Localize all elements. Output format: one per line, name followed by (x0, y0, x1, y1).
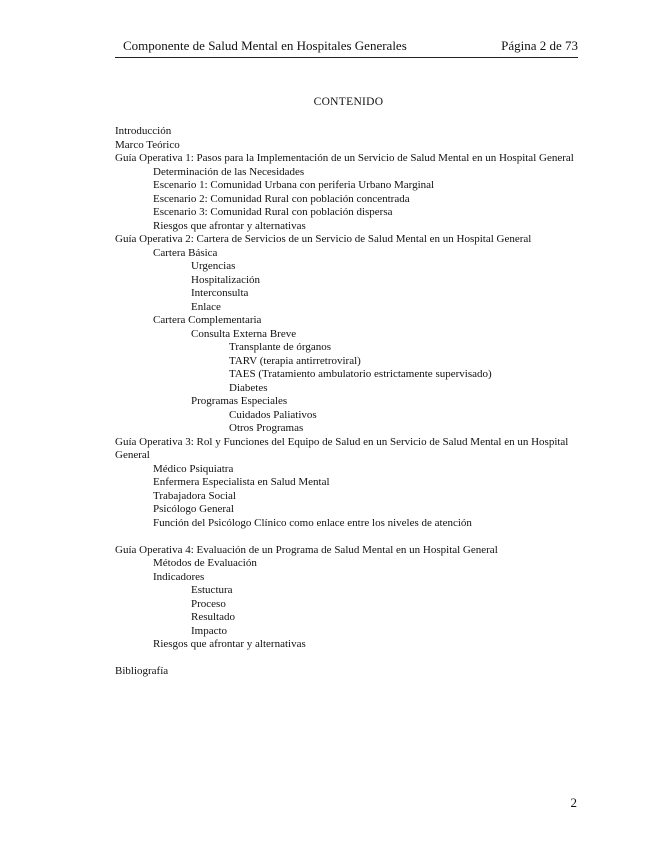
toc-entry: Interconsulta (191, 287, 249, 299)
toc-entry: Determinación de las Necesidades (153, 165, 305, 178)
toc-entry: Estuctura (191, 584, 233, 596)
toc-entry: Guía Operativa 3: Rol y Funciones del Equipo de Salud en un Servicio de Salud Mental en un Hospital General (115, 435, 569, 461)
toc-entry: Trabajadora Social (153, 489, 236, 502)
toc-entry: Otros Programas (229, 422, 304, 434)
toc-entry: Guía Operativa 1: Pasos para la Implementación de un Servicio de Salud Mental en un Hospital General (115, 152, 574, 164)
toc-entry: Enlace (191, 300, 221, 313)
footer-page-number: 2 (570, 795, 577, 810)
document-title: Componente de Salud Mental en Hospitales Generales (123, 38, 407, 53)
toc-entry: Diabetes (229, 381, 268, 394)
toc-heading-text: CONTENIDO (313, 96, 384, 108)
toc-entry: Guía Operativa 4: Evaluación de un Programa de Salud Mental en un Hospital General (115, 543, 498, 556)
toc-entry: Función del Psicólogo Clínico como enlace entre los niveles de atención (153, 516, 472, 529)
toc-entry: TARV (terapia antirretroviral) (229, 354, 361, 367)
toc-entry: Escenario 2: Comunidad Rural con población concentrada (153, 192, 410, 205)
toc-entry: Psicólogo General (153, 503, 234, 515)
toc-entry: Bibliografía (115, 665, 169, 677)
toc-entry: Cartera Complementaria (153, 314, 262, 326)
page-header (115, 37, 578, 58)
toc-entry: Hospitalización (191, 273, 261, 286)
toc-entry: Cuidados Paliativos (229, 408, 317, 421)
table-of-contents (115, 125, 577, 679)
toc-entry: TAES (Tratamiento ambulatorio estrictamente supervisado) (229, 368, 492, 380)
toc-entry: Proceso (191, 597, 226, 610)
toc-entry: Transplante de órganos (229, 341, 332, 353)
toc-entry: Guía Operativa 2: Cartera de Servicios de un Servicio de Salud Mental en un Hospital General (115, 233, 532, 245)
page-info: Página 2 de 73 (501, 38, 578, 53)
toc-entry: Programas Especiales (191, 395, 288, 407)
toc-entry: Cartera Básica (153, 246, 218, 259)
toc-entry: Indicadores (153, 570, 205, 583)
toc-heading (0, 96, 655, 108)
toc-entry: Enfermera Especialista en Salud Mental (153, 476, 330, 488)
toc-entry: Métodos de Evaluación (153, 557, 257, 569)
toc-entry: Resultado (191, 611, 235, 623)
toc-entry: Urgencias (191, 260, 236, 272)
toc-entry: Riesgos que afrontar y alternativas (153, 219, 306, 232)
toc-entry: Consulta Externa Breve (191, 327, 297, 340)
toc-entry: Riesgos que afrontar y alternativas (153, 638, 306, 650)
toc-entry: Médico Psiquiatra (153, 462, 234, 475)
toc-entry: Escenario 1: Comunidad Urbana con periferia Urbano Marginal (153, 179, 435, 191)
toc-entry: Marco Teórico (115, 138, 180, 151)
toc-entry: Escenario 3: Comunidad Rural con población dispersa (153, 206, 393, 218)
toc-entry: Impacto (191, 624, 228, 637)
toc-entry: Introducción (115, 125, 172, 137)
